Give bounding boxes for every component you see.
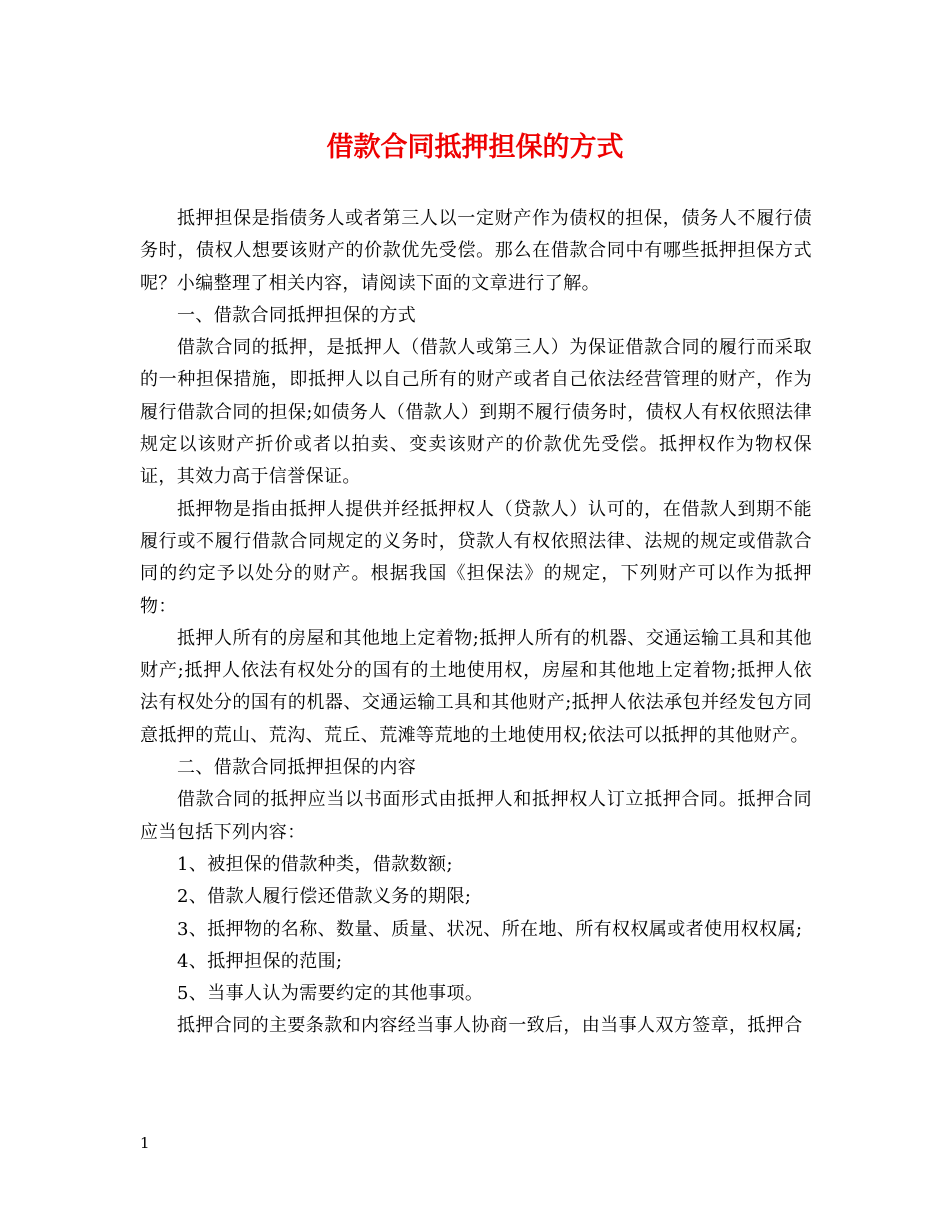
paragraph: 抵押物是指由抵押人提供并经抵押权人（贷款人）认可的，在借款人到期不能履行或不履行借款合同规定的义务时，贷款人有权依照法律、法规的规定或借款合同的约定予以处分的财产。根据我国《担保法》的规定，下列财产可以作为抵押物：	[140, 498, 812, 617]
section-heading-2: 二、借款合同抵押担保的内容	[177, 757, 417, 779]
document-title: 借款合同抵押担保的方式	[326, 132, 624, 163]
paragraph: 借款合同的抵押，是抵押人（借款人或第三人）为保证借款合同的履行而采取的一种担保措施，即抵押人以自己所有的财产或者自己依法经营管理的财产，作为履行借款合同的担保;如债务人（借款人）到期不履行债务时，债权人有权依照法律规定以该财产折价或者以拍卖、变卖该财产的价款优先受偿。抵押权作为物权保证，其效力高于信誉保证。	[140, 337, 812, 488]
page-number: 1	[140, 1134, 150, 1152]
paragraph-intro: 抵押担保是指债务人或者第三人以一定财产作为债权的担保，债务人不履行债务时，债权人想要该财产的价款优先受偿。那么在借款合同中有哪些抵押担保方式呢？小编整理了相关内容，请阅读下面的文章进行了解。	[140, 208, 812, 294]
paragraph: 借款合同的抵押应当以书面形式由抵押人和抵押权人订立抵押合同。抵押合同应当包括下列内容：	[140, 789, 812, 843]
list-item: 2、借款人履行偿还借款义务的期限;	[177, 886, 472, 908]
section-heading-1: 一、借款合同抵押担保的方式	[177, 304, 417, 326]
document-body	[140, 203, 812, 1043]
list-item: 5、当事人认为需要约定的其他事项。	[177, 983, 484, 1005]
paragraph: 抵押人所有的房屋和其他地上定着物;抵押人所有的机器、交通运输工具和其他财产;抵押人依法有权处分的国有的土地使用权，房屋和其他地上定着物;抵押人依法有权处分的国有的机器、交通运输工具和其他财产;抵押人依法承包并经发包方同意抵押的荒山、荒沟、荒丘、荒滩等荒地的土地使用权;依法可以抵押的其他财产。	[140, 627, 812, 746]
list-item: 3、抵押物的名称、数量、质量、状况、所在地、所有权权属或者使用权权属;	[177, 918, 803, 940]
list-item: 4、抵押担保的范围;	[177, 950, 343, 972]
paragraph: 抵押合同的主要条款和内容经当事人协商一致后，由当事人双方签章，抵押合	[177, 1015, 803, 1037]
list-item: 1、被担保的借款种类，借款数额;	[177, 853, 453, 875]
